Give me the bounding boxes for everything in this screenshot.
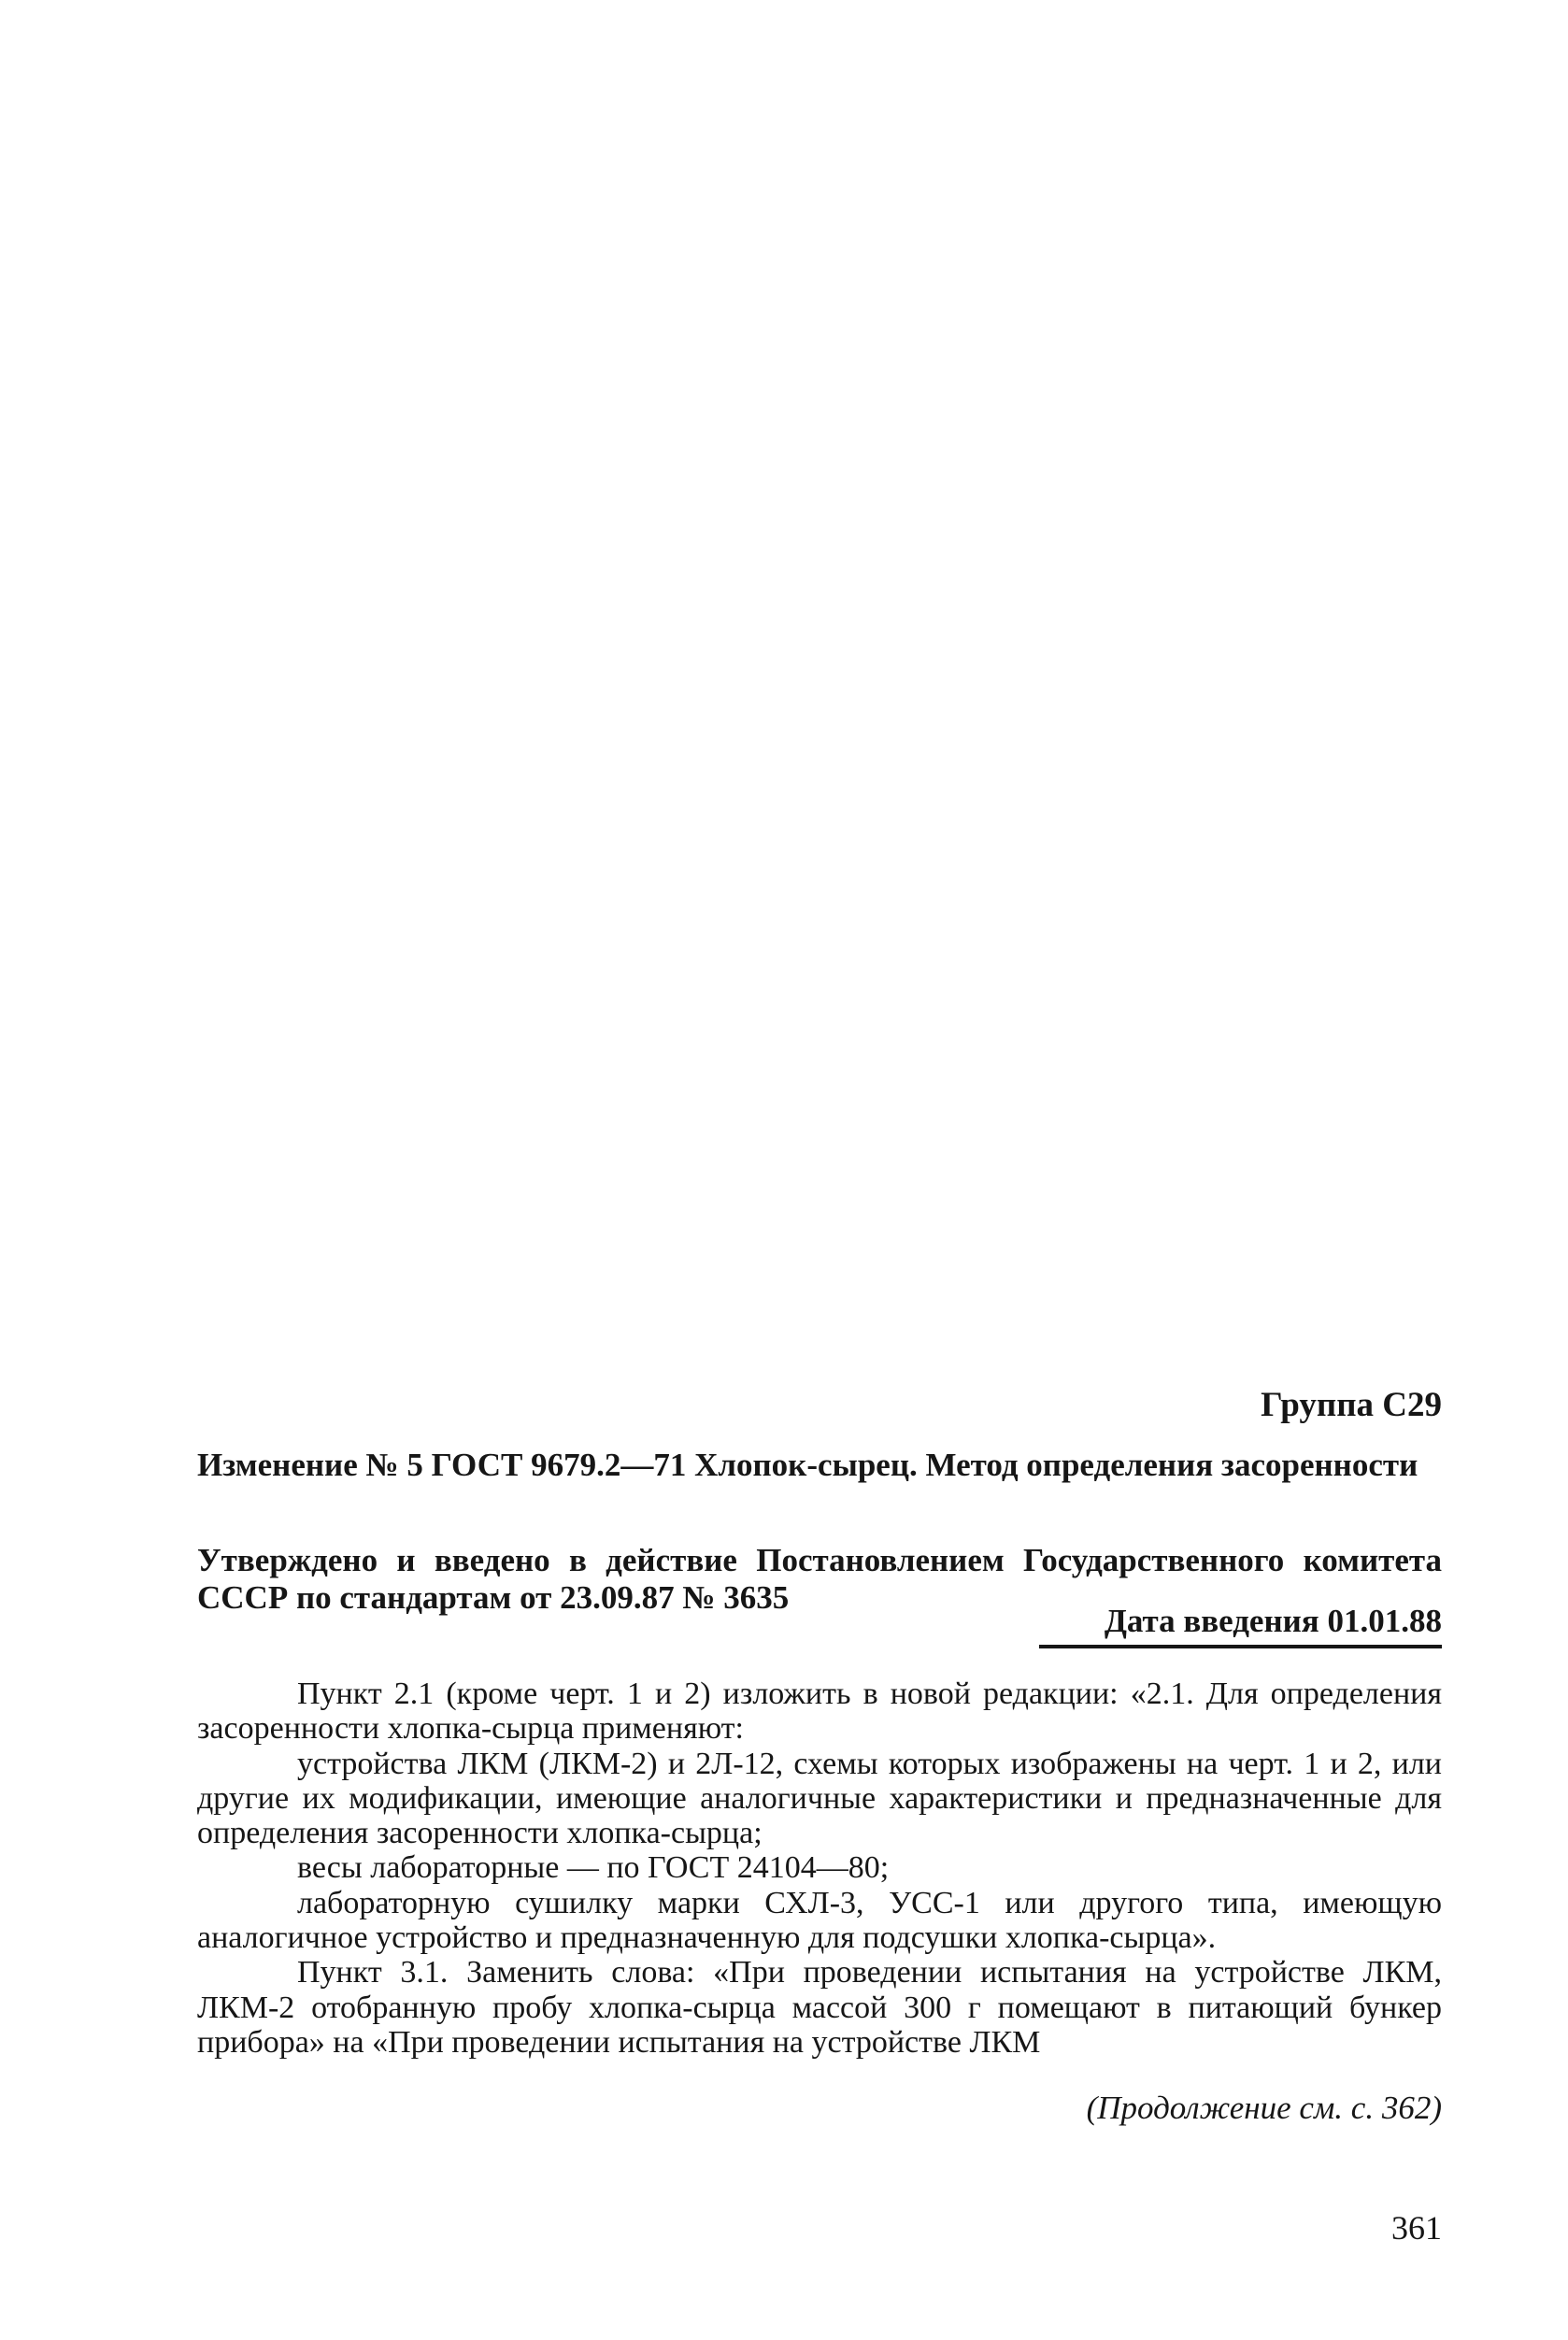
continuation-note: (Продолжение см. с. 362) xyxy=(1086,2090,1442,2126)
effective-date: Дата введения 01.01.88 xyxy=(1104,1603,1442,1639)
body-text xyxy=(197,1677,1442,2060)
approval-statement: Утверждено и введено в действие Постановлением Государственного комитета СССР по стандартам от 23.09.87 № 3635 xyxy=(197,1542,1442,1616)
effective-date-rule xyxy=(1039,1645,1442,1648)
paragraph-devices: устройства ЛКМ (ЛКМ-2) и 2Л-12, схемы которых изображены на черт. 1 и 2, или другие их модификации, имеющие аналогичные характеристики и предназначенные для определения засоренности хлопка-сырца; xyxy=(197,1746,1442,1851)
page-number: 361 xyxy=(1391,2209,1442,2247)
amendment-heading: Изменение № 5 ГОСТ 9679.2—71 Хлопок-сырец. Метод определения засоренности xyxy=(197,1447,1418,1483)
paragraph-2-1: Пункт 2.1 (кроме черт. 1 и 2) изложить в новой редакции: «2.1. Для определения засоренности хлопка-сырца применяют: xyxy=(197,1677,1442,1747)
paragraph-dryer: лабораторную сушилку марки СХЛ-3, УСС-1 или другого типа, имеющую аналогичное устройство и предназначенную для подсушки хлопка-сырца». xyxy=(197,1885,1442,1956)
paragraph-3-1: Пункт 3.1. Заменить слова: «При проведении испытания на устройстве ЛКМ, ЛКМ-2 отобранную пробу хлопка-сырца массой 300 г помещают в питающий бункер прибора» на «При проведении испытания на устройстве ЛКМ xyxy=(197,1955,1442,2060)
group-label: Группа С29 xyxy=(1261,1386,1442,1424)
paragraph-scales: весы лабораторные — по ГОСТ 24104—80; xyxy=(297,1850,890,1886)
